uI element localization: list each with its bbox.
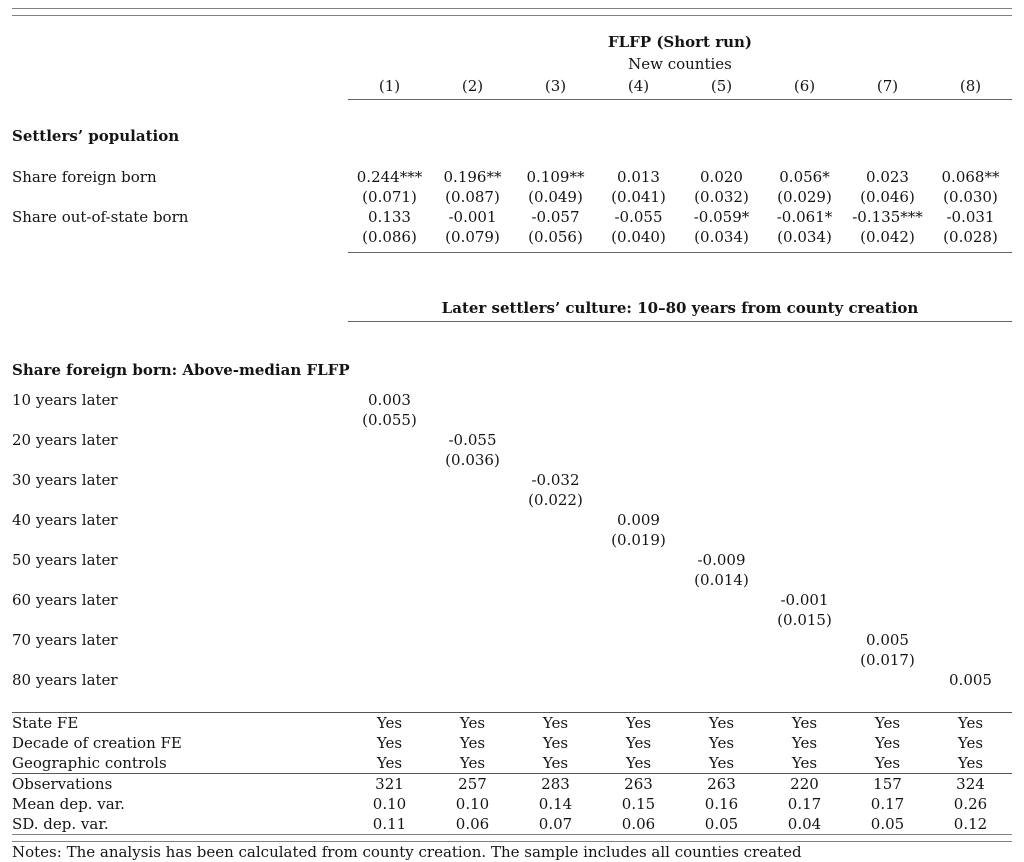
spacer (12, 54, 348, 74)
control-cell: Yes (791, 754, 818, 772)
years-later-coef-row (12, 390, 1012, 410)
row-label: 70 years later (12, 631, 118, 649)
years-later-coef-row (12, 590, 1012, 610)
years-later-se-row (12, 570, 1012, 590)
column-header: (3) (544, 77, 567, 95)
control-cell: Yes (459, 734, 486, 752)
stat-cell: 0.26 (953, 795, 988, 813)
coef-cell: 0.244*** (356, 168, 423, 186)
stat-cell: 0.14 (538, 795, 573, 813)
se-cell: (0.042) (860, 228, 915, 246)
stat-cell: 0.04 (787, 815, 822, 833)
coef-cell: -0.031 (946, 208, 995, 226)
control-cell: Yes (957, 734, 984, 752)
row-label: 10 years later (12, 391, 118, 409)
control-cell: Yes (874, 714, 901, 732)
control-cell: Yes (708, 734, 735, 752)
years-later-coef-row (12, 510, 1012, 530)
top-double-rule (12, 8, 1012, 16)
control-cell: Yes (376, 734, 403, 752)
se-cell: (0.056) (528, 228, 583, 246)
share-outofstate-coef-row (12, 207, 1012, 227)
column-header: (6) (793, 77, 816, 95)
spacer (12, 298, 348, 318)
se-cell: (0.032) (694, 188, 749, 206)
coef-cell: -0.055 (614, 208, 663, 226)
control-cell: Yes (957, 754, 984, 772)
notes-clipped: Notes: The analysis has been calculated from county creation. The sample includes all counties created (12, 843, 802, 861)
stat-cell: 0.10 (455, 795, 490, 813)
years-later-se-row (12, 610, 1012, 630)
se-cell: (0.046) (860, 188, 915, 206)
row-label: 20 years later (12, 431, 118, 449)
row-label: Share out-of-state born (12, 208, 189, 226)
control-cell: Yes (542, 754, 569, 772)
coef-cell: 0.133 (368, 208, 411, 226)
se-cell: (0.071) (362, 188, 417, 206)
spacer (12, 227, 348, 247)
se-cell: (0.017) (860, 651, 915, 669)
coef-cell: -0.001 (780, 591, 829, 609)
panel-settlers-title: Settlers’ population (12, 127, 180, 145)
coef-cell: 0.020 (700, 168, 743, 186)
column-header: (1) (378, 77, 401, 95)
coef-cell: -0.055 (448, 431, 497, 449)
geographic-controls-row (12, 753, 1012, 773)
control-cell: Yes (708, 754, 735, 772)
mean-dep-var-row (12, 794, 1012, 814)
se-cell: (0.087) (445, 188, 500, 206)
coef-cell: -0.032 (531, 471, 580, 489)
row-label: State FE (12, 714, 79, 732)
coef-cell: 0.196** (443, 168, 502, 186)
panel-settlers-title-row (12, 126, 1012, 146)
coef-cell: -0.061* (776, 208, 833, 226)
se-cell: (0.055) (362, 411, 417, 429)
se-cell: (0.019) (611, 531, 666, 549)
column-header: (5) (710, 77, 733, 95)
stat-cell: 0.15 (621, 795, 656, 813)
column-numbers-row (12, 76, 1012, 96)
stat-cell: 157 (873, 775, 902, 793)
stat-cell: 263 (707, 775, 736, 793)
control-cell: Yes (791, 714, 818, 732)
stat-cell: 324 (956, 775, 985, 793)
later-subtitle-row (12, 360, 1012, 380)
row-label: Decade of creation FE (12, 734, 182, 752)
se-cell: (0.040) (611, 228, 666, 246)
se-cell: (0.079) (445, 228, 500, 246)
column-header: (7) (876, 77, 899, 95)
coef-cell: -0.009 (697, 551, 746, 569)
stat-cell: 321 (375, 775, 404, 793)
control-cell: Yes (459, 754, 486, 772)
column-header: (4) (627, 77, 650, 95)
row-label: Share foreign born (12, 168, 157, 186)
se-cell: (0.014) (694, 571, 749, 589)
years-later-se-row (12, 650, 1012, 670)
row-label: 40 years later (12, 511, 118, 529)
bottom-double-rule (12, 834, 1012, 842)
coef-cell: 0.005 (866, 631, 909, 649)
row-label: SD. dep. var. (12, 815, 109, 833)
se-cell: (0.030) (943, 188, 998, 206)
coef-cell: 0.023 (866, 168, 909, 186)
row-label: 60 years later (12, 591, 118, 609)
row-label: 30 years later (12, 471, 118, 489)
years-later-coef-row (12, 670, 1012, 690)
years-later-coef-row (12, 430, 1012, 450)
stat-cell: 0.17 (870, 795, 905, 813)
spacer (12, 76, 348, 96)
se-cell: (0.034) (777, 228, 832, 246)
years-later-se-row (12, 410, 1012, 430)
later-header-rule-row (12, 321, 1012, 322)
later-panel-subtitle: Share foreign born: Above-median FLFP (12, 361, 350, 379)
share-outofstate-se-row (12, 227, 1012, 247)
stat-cell: 257 (458, 775, 487, 793)
state-fe-row (12, 713, 1012, 733)
years-later-se-row (12, 450, 1012, 470)
se-cell: (0.041) (611, 188, 666, 206)
se-cell: (0.015) (777, 611, 832, 629)
years-later-coef-row (12, 630, 1012, 650)
dependent-variable-title: FLFP (Short run) (607, 33, 753, 51)
header-title-row (12, 32, 1012, 52)
row-label: Observations (12, 775, 113, 793)
coef-cell: 0.003 (368, 391, 411, 409)
control-cell: Yes (957, 714, 984, 732)
spacer (12, 32, 348, 52)
se-cell: (0.034) (694, 228, 749, 246)
control-cell: Yes (874, 754, 901, 772)
panel-settlers-rule-row (12, 252, 1012, 253)
coef-cell: -0.059* (693, 208, 750, 226)
stat-cell: 263 (624, 775, 653, 793)
se-cell: (0.029) (777, 188, 832, 206)
stat-cell: 0.05 (704, 815, 739, 833)
years-later-coef-row (12, 470, 1012, 490)
column-header: (8) (959, 77, 982, 95)
coef-cell: -0.057 (531, 208, 580, 226)
regression-table-page (0, 8, 1024, 861)
header-subtitle-row (12, 54, 1012, 74)
control-cell: Yes (542, 714, 569, 732)
header-rule (348, 99, 1012, 100)
row-label: Geographic controls (12, 754, 167, 772)
years-later-se-row (12, 490, 1012, 510)
control-cell: Yes (459, 714, 486, 732)
stat-cell: 283 (541, 775, 570, 793)
coef-cell: -0.001 (448, 208, 497, 226)
observations-row (12, 774, 1012, 794)
row-label: 80 years later (12, 671, 118, 689)
coef-cell: -0.135*** (852, 208, 923, 226)
se-cell: (0.036) (445, 451, 500, 469)
control-cell: Yes (625, 734, 652, 752)
stat-cell: 0.07 (538, 815, 573, 833)
control-cell: Yes (791, 734, 818, 752)
sd-dep-var-row (12, 814, 1012, 834)
years-later-se-row (12, 530, 1012, 550)
stat-cell: 0.16 (704, 795, 739, 813)
control-cell: Yes (542, 734, 569, 752)
coef-cell: 0.068** (941, 168, 1000, 186)
control-cell: Yes (376, 754, 403, 772)
control-cell: Yes (708, 714, 735, 732)
row-label: 50 years later (12, 551, 118, 569)
panel-settlers-rule (348, 252, 1012, 253)
share-foreign-born-coef-row (12, 167, 1012, 187)
coef-cell: 0.056* (779, 168, 830, 186)
se-cell: (0.028) (943, 228, 998, 246)
later-panel-header: Later settlers’ culture: 10–80 years from county creation (441, 299, 919, 317)
coef-cell: 0.109** (526, 168, 585, 186)
header-rule-row (12, 99, 1012, 100)
later-header-row (12, 298, 1012, 318)
share-foreign-born-se-row (12, 187, 1012, 207)
stat-cell: 0.05 (870, 815, 905, 833)
later-header-rule (348, 321, 1012, 322)
control-cell: Yes (376, 714, 403, 732)
stat-cell: 0.06 (455, 815, 490, 833)
column-header: (2) (461, 77, 484, 95)
stat-cell: 0.11 (372, 815, 407, 833)
stat-cell: 0.12 (953, 815, 988, 833)
se-cell: (0.086) (362, 228, 417, 246)
control-cell: Yes (625, 714, 652, 732)
stat-cell: 0.06 (621, 815, 656, 833)
row-label: Mean dep. var. (12, 795, 125, 813)
control-cell: Yes (625, 754, 652, 772)
years-later-coef-row (12, 550, 1012, 570)
stat-cell: 0.10 (372, 795, 407, 813)
se-cell: (0.022) (528, 491, 583, 509)
decade-fe-row (12, 733, 1012, 753)
control-cell: Yes (874, 734, 901, 752)
coef-cell: 0.013 (617, 168, 660, 186)
se-cell: (0.049) (528, 188, 583, 206)
coef-cell: 0.005 (949, 671, 992, 689)
sample-subtitle: New counties (628, 55, 732, 73)
stat-cell: 0.17 (787, 795, 822, 813)
coef-cell: 0.009 (617, 511, 660, 529)
spacer (12, 187, 348, 207)
stat-cell: 220 (790, 775, 819, 793)
